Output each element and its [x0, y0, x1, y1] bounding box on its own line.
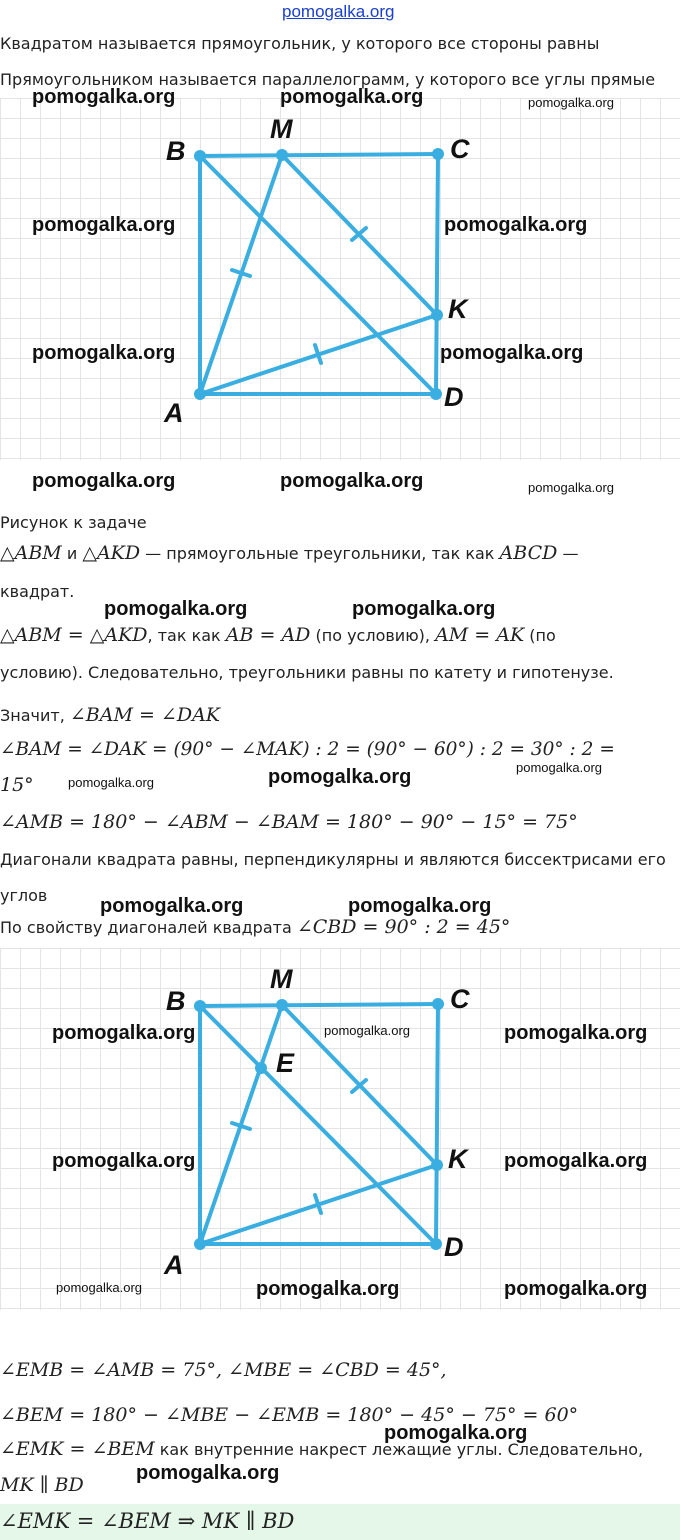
solution-line-5: ∠AMB = 180° − ∠ABM − ∠BAM = 180° − 90° − 15° = 75°	[0, 811, 578, 833]
watermark: pomogalka.org	[440, 342, 584, 364]
tick-am	[232, 1123, 250, 1129]
solution-line-1: △ABM и △AKD — прямоугольные треугольники, так как ABCD —	[0, 542, 579, 564]
point-d	[430, 1238, 442, 1250]
watermark: pomogalka.org	[32, 86, 176, 108]
segment-cd	[436, 154, 438, 394]
watermark: pomogalka.org	[504, 1150, 648, 1172]
watermark: pomogalka.org	[100, 895, 244, 917]
label-b: B	[166, 136, 186, 166]
solution-line-6: Диагонали квадрата равны, перпендикулярны и являются биссектрисами его	[0, 850, 666, 869]
segment-bc	[200, 154, 438, 156]
definition-square: Квадратом называется прямоугольник, у которого все стороны равны	[0, 34, 600, 53]
label-e: E	[276, 1048, 295, 1078]
watermark: pomogalka.org	[352, 598, 496, 620]
conclusion-line-9: ∠BEM = 180° − ∠MBE − ∠EMB = 180° − 45° − 75° = 60°	[0, 1404, 579, 1426]
solution-line-7: По свойству диагоналей квадрата ∠CBD = 90° : 2 = 45°	[0, 916, 511, 938]
conclusion-line-8: ∠EMB = ∠AMB = 75°, ∠MBE = ∠CBD = 45°,	[0, 1359, 447, 1381]
watermark: pomogalka.org	[32, 214, 176, 236]
conclusion-line-10: ∠EMK = ∠BEM как внутренние накрест лежащие углы. Следовательно,	[0, 1438, 644, 1460]
watermark: pomogalka.org	[528, 480, 614, 495]
label-d: D	[444, 382, 464, 412]
watermark: pomogalka.org	[68, 775, 154, 790]
point-e	[255, 1062, 267, 1074]
watermark: pomogalka.org	[280, 86, 424, 108]
point-d	[430, 388, 442, 400]
solution-line-2: △ABM = △AKD, так как AB = AD (по условию), AM = AK (по	[0, 624, 556, 646]
watermark: pomogalka.org	[52, 1022, 196, 1044]
point-m	[276, 149, 288, 161]
solution-line-1b: квадрат.	[0, 582, 75, 601]
label-b: B	[166, 986, 186, 1016]
label-a: A	[164, 1250, 184, 1280]
solution-line-4b: 15°	[0, 774, 34, 796]
watermark: pomogalka.org	[348, 895, 492, 917]
solution-line-4: ∠BAM = ∠DAK = (90° − ∠MAK) : 2 = (90° − 60°) : 2 = 30° : 2 =	[0, 739, 615, 760]
tick-ak	[315, 345, 321, 363]
watermark: pomogalka.org	[136, 1462, 280, 1484]
watermark: pomogalka.org	[256, 1278, 400, 1300]
point-m	[276, 999, 288, 1011]
label-m: M	[270, 964, 293, 994]
solution-line-2b: условию). Следовательно, треугольники равны по катету и гипотенузе.	[0, 663, 614, 682]
watermark: pomogalka.org	[32, 470, 176, 492]
watermark: pomogalka.org	[444, 214, 588, 236]
figure-caption: Рисунок к задаче	[0, 513, 147, 532]
tick-am	[232, 270, 250, 276]
watermark: pomogalka.org	[52, 1150, 196, 1172]
figure-2	[0, 948, 680, 1310]
label-c: C	[450, 134, 470, 164]
watermark-top-link[interactable]: pomogalka.org	[282, 2, 395, 21]
point-k	[431, 309, 443, 321]
point-a	[194, 1238, 206, 1250]
label-k: K	[448, 294, 468, 324]
label-d: D	[444, 1232, 464, 1262]
watermark: pomogalka.org	[384, 1422, 528, 1444]
point-b	[194, 150, 206, 162]
definition-rectangle: Прямоугольником называется параллелограмм, у которого все углы прямые	[0, 70, 656, 89]
watermark: pomogalka.org	[504, 1278, 648, 1300]
watermark: pomogalka.org	[280, 470, 424, 492]
label-m: M	[270, 114, 293, 144]
watermark: pomogalka.org	[528, 95, 614, 110]
point-a	[194, 388, 206, 400]
solution-line-6b: углов	[0, 886, 48, 905]
label-c: C	[450, 984, 470, 1014]
tick-ak	[315, 1195, 321, 1213]
solution-line-3: Значит, ∠BAM = ∠DAK	[0, 704, 221, 726]
point-b	[194, 1000, 206, 1012]
point-c	[432, 148, 444, 160]
watermark: pomogalka.org	[268, 766, 412, 788]
watermark: pomogalka.org	[516, 760, 602, 775]
segment-bc	[200, 1004, 438, 1006]
point-k	[431, 1159, 443, 1171]
final-answer: ∠EMK = ∠BEM ⇒ MK ∥ BD	[0, 1509, 295, 1533]
watermark: pomogalka.org	[32, 342, 176, 364]
label-a: A	[164, 398, 184, 428]
label-k: K	[448, 1144, 468, 1174]
segment-cd	[436, 1004, 438, 1244]
watermark: pomogalka.org	[56, 1280, 142, 1295]
point-c	[432, 998, 444, 1010]
figure-1	[0, 98, 680, 460]
watermark: pomogalka.org	[324, 1023, 410, 1038]
watermark: pomogalka.org	[104, 598, 248, 620]
watermark: pomogalka.org	[504, 1022, 648, 1044]
conclusion-line-10b: MK ∥ BD	[0, 1474, 84, 1496]
